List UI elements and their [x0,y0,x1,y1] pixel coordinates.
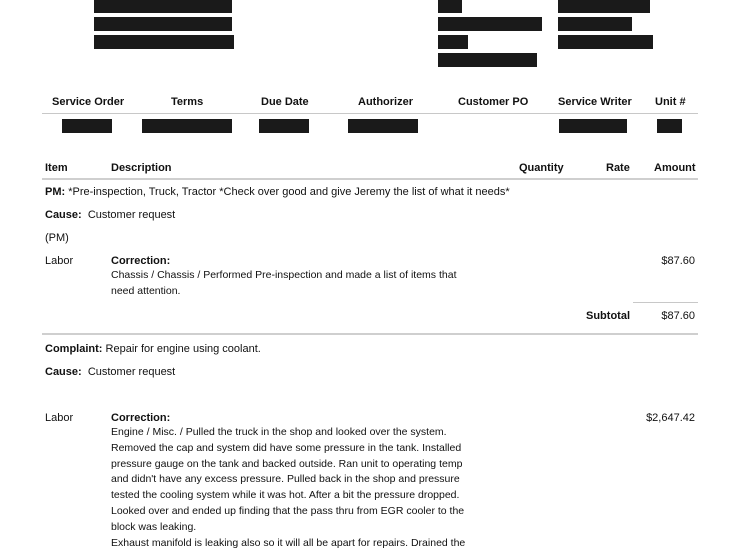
col-service-writer: Service Writer [558,96,632,108]
correction-2-line: Removed the cap and system did have some pressure in the tank. Installed [111,441,462,454]
col-terms: Terms [171,96,204,108]
correction-2-line: Exhaust manifold is leaking also so it will all be apart for repairs. Drained the [111,536,466,549]
correction-2-line: pressure gauge on the tank and backed outside. Ran unit to operating temp [111,457,463,470]
labor-amount-2: $2,647.42 [646,412,695,424]
cause-label: Cause: [45,209,82,221]
pm-text: *Pre-inspection, Truck, Tractor *Check over good and give Jeremy the list of what it needs* [68,186,510,198]
items-header-divider [42,178,698,180]
cause-line-1 [45,208,175,222]
correction-1-line: need attention. [111,284,181,297]
subtotal-label: Subtotal [586,310,630,322]
pm-label: PM: [45,186,66,198]
redacted-authorizer [348,119,418,133]
cause-text: Customer request [87,366,176,378]
correction-2-line: and didn't have any excess pressure. Pulled back in the shop and pressure [111,473,460,486]
complaint-line [45,342,261,356]
line-item-labor-2: Labor [45,412,74,424]
redacted-company-name [94,0,232,13]
redacted-customer-line3 [438,35,468,49]
complaint-label: Complaint: [45,343,103,355]
col-due-date: Due Date [261,96,309,108]
redacted-due-date [259,119,309,133]
line-item-labor-1: Labor [45,255,74,267]
redacted-customer-line4 [438,53,537,67]
items-col-amount: Amount [654,162,696,174]
redacted-service-writer [559,119,627,133]
correction-label-2: Correction: [111,412,171,424]
labor-amount-1: $87.60 [661,255,695,267]
redacted-invoice-info-3 [558,35,653,49]
correction-1-line: Chassis / Chassis / Performed Pre-inspection and made a list of items that [111,269,457,281]
correction-text-2 [111,425,531,551]
cause-line-2 [45,365,175,379]
items-col-description: Description [111,162,172,174]
redacted-company-address [94,17,232,31]
redacted-customer-address [438,17,542,31]
job-divider [42,333,698,335]
redacted-company-city [94,35,234,49]
items-col-rate: Rate [606,162,630,174]
header-table-divider [42,113,698,114]
correction-2-line: block was leaking. [111,520,197,533]
pm-line [45,185,510,199]
subtotal-divider [633,302,698,303]
redacted-unit-number [657,119,682,133]
redacted-terms [142,119,232,133]
col-service-order: Service Order [52,96,125,108]
items-col-item: Item [45,162,68,174]
cause-label: Cause: [45,366,82,378]
items-col-quantity: Quantity [519,162,564,174]
complaint-text: Repair for engine using coolant. [105,343,261,355]
col-unit-number: Unit # [655,96,686,108]
correction-2-line: Looked over and ended up finding that the pass thru from EGR cooler to the [111,504,465,517]
correction-2-line: tested the cooling system while it was hot. After a bit the pressure dropped. [111,489,460,502]
correction-2-line: Engine / Misc. / Pulled the truck in the shop and looked over the system. [111,426,447,438]
correction-label-1: Correction: [111,255,171,267]
cause-text: Customer request [87,209,176,221]
redacted-customer-name [438,0,462,13]
subtotal-amount: $87.60 [661,310,695,322]
correction-text-1 [111,268,511,300]
redacted-invoice-info-1 [558,0,650,13]
redacted-service-order [62,119,112,133]
pm-code: (PM) [45,232,69,244]
redacted-invoice-info-2 [558,17,632,31]
col-authorizer: Authorizer [358,96,413,108]
col-customer-po: Customer PO [458,96,529,108]
